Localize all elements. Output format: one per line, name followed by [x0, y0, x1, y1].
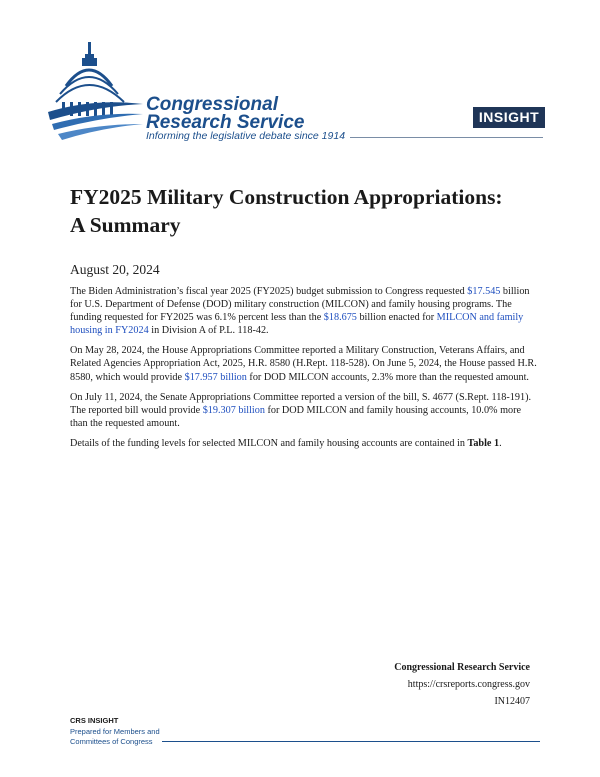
- footer-url[interactable]: https://crsreports.congress.gov: [407, 679, 530, 690]
- text-span: billion enacted for: [356, 312, 437, 324]
- link-fy2025-request[interactable]: $17.545: [467, 286, 501, 297]
- footer-divider: [162, 741, 540, 742]
- link-house-amount[interactable]: $17.957 billion: [184, 371, 247, 383]
- report-body: [70, 285, 540, 457]
- insight-badge: INSIGHT: [473, 107, 545, 128]
- crs-tag-lead: CRS INSIGHT: [70, 716, 119, 725]
- brand-tagline: Informing the legislative debate since 1914: [146, 130, 346, 142]
- publication-date: August 20, 2024: [70, 262, 160, 277]
- crs-insight-tag: [70, 716, 160, 748]
- text-span: .: [499, 437, 502, 449]
- link-senate-amount[interactable]: $19.307 billion: [202, 404, 265, 416]
- text-span: for DOD MILCON and family housing accounts, 10.0% more than the requested amount.: [70, 404, 522, 429]
- report-header: [0, 0, 600, 160]
- crs-tag-line1: Prepared for Members and: [70, 726, 160, 736]
- paragraph-senate-action: [70, 391, 540, 430]
- paragraph-budget-request: [70, 285, 540, 337]
- page-title: [70, 183, 540, 239]
- link-milcon-fy2024[interactable]: MILCON and family housing in FY2024: [70, 312, 524, 337]
- paragraph-house-action: [70, 344, 540, 383]
- footer-org: Congressional Research Service: [394, 662, 530, 673]
- text-span: On July 11, 2024, the Senate Appropriations Committee reported a version of the bill, S. 4677 (S.Rept. 118-191). The reported bill would provide: [70, 391, 532, 416]
- capitol-dome-icon: [48, 40, 148, 148]
- brand-name-line1: Congressional: [146, 94, 278, 115]
- paragraph-table-reference: [70, 437, 540, 450]
- brand-name-line2: Research Service: [146, 112, 305, 133]
- tagline-divider: [350, 137, 543, 138]
- title-line-2: A Summary: [70, 213, 181, 237]
- text-span: On May 28, 2024, the House Appropriations Committee reported a Military Construction, Veterans Affairs, and Related Agencies Appropriation Act, 2025, H.R. 8580 (H.Rept. 118-528). On June 5, 2024, the House passed H.R. 8580, which would provide: [70, 345, 537, 383]
- link-fy2024-enacted[interactable]: $18.675: [323, 312, 357, 324]
- text-span: The Biden Administration’s fiscal year 2025 (FY2025) budget submission to Congress requested: [70, 286, 468, 297]
- text-span: Details of the funding levels for selected MILCON and family housing accounts are contained in: [70, 437, 468, 449]
- crs-tag-line2: Committees of Congress: [70, 737, 153, 746]
- footer-doc-id: IN12407: [494, 696, 530, 707]
- text-span: for DOD MILCON accounts, 2.3% more than the requested amount.: [246, 371, 529, 383]
- text-span: billion for U.S. Department of Defense (DOD) military construction (MILCON) and family housing programs. The funding requested for FY2025 was 6.1% percent less than the: [70, 286, 530, 324]
- text-span: in Division A of P.L. 118-42.: [148, 325, 269, 337]
- footer-attribution: [394, 659, 530, 710]
- table-reference: Table 1: [467, 437, 500, 449]
- title-line-1: FY2025 Military Construction Appropriations:: [70, 185, 503, 209]
